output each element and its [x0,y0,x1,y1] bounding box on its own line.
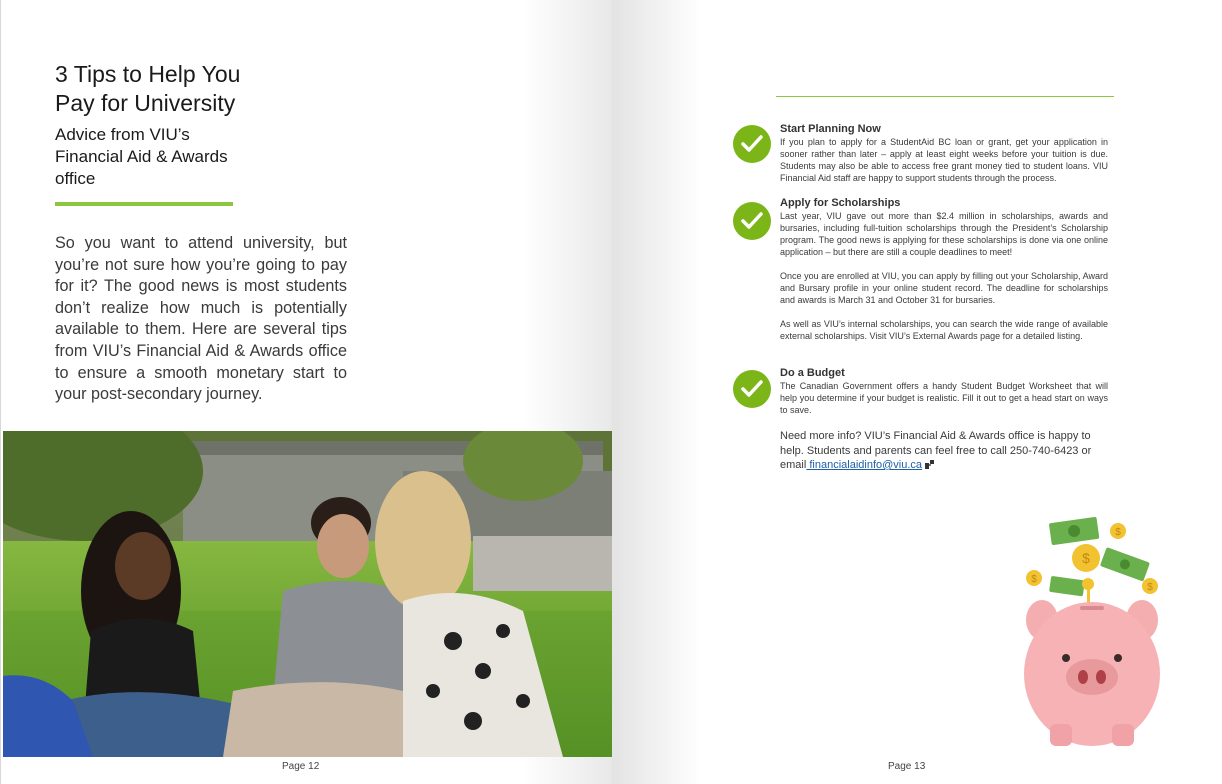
piggy-bank-illustration [1014,512,1170,752]
svg-text:$: $ [1115,527,1121,538]
svg-text:$: $ [1031,574,1037,585]
checkmark-icon [733,370,771,408]
tip-paragraph: If you plan to apply for a StudentAid BC loan or grant, get your application in sooner rather than later – apply at least eight weeks before your tuition is due. Students may also be able to access free grant money tied to student loans. VIU Financial Aid staff are happy to support students through the process. [780,137,1108,183]
tip-paragraph: Once you are enrolled at VIU, you can apply by filling out your Scholarship, Award and Bursary profile in your online student record. The deadline for scholarships and awards is March 31 and October 31 for bursaries. [780,271,1108,305]
tip-heading: Start Planning Now [780,123,881,135]
tip-paragraph: As well as VIU’s internal scholarships, you can search the wide range of available external scholarships. Visit VIU’s External Awards page for a detailed listing. [780,319,1108,341]
page-subtitle: Advice from VIU’s Financial Aid & Awards office [55,125,228,188]
page-number-right: Page 13 [888,761,926,772]
page-title [55,60,240,118]
students-photo-illustration [3,431,612,757]
tip-paragraph: The Canadian Government offers a handy Student Budget Worksheet that will help you determine if your budget is realistic. Fill it out to get a head start on ways to save. [780,381,1108,415]
external-link-icon[interactable] [925,459,934,468]
spine-shadow [612,0,702,784]
more-info-text [780,429,1110,473]
title-line-1: 3 Tips to Help You [55,61,241,87]
svg-text:$: $ [1147,582,1153,593]
more-info-body: Need more info? VIU’s Financial Aid & Awards office is happy to help. Students and parents can feel free to call 250-740-6423 or email [780,430,1092,471]
intro-paragraph: So you want to attend university, but you’re not sure how you’re going to pay for it? The good news is most students don’t realize how much is potentially available to them. Here are several tips from VIU’s Financial Aid & Awards office to ensure a smooth monetary start to your post-secondary journey. [55,234,347,404]
tip-paragraph: Last year, VIU gave out more than $2.4 million in scholarships, awards and bursaries, including full-tuition scholarships through the President’s Scholarship program. The good news is applying for these scholarships is done via one online application – but there are still a couple deadlines to meet! [780,211,1108,257]
checkmark-icon [733,125,771,163]
checkmark-icon [733,202,771,240]
title-line-2: Pay for University [55,90,236,116]
tip-heading: Do a Budget [780,367,845,379]
tip-heading: Apply for Scholarships [780,197,901,209]
students-photo [3,431,612,757]
svg-text:$: $ [1082,550,1090,566]
accent-divider [55,202,233,206]
email-link[interactable]: financialaidinfo@viu.ca [806,459,923,471]
accent-divider [776,96,1114,97]
page-number-left: Page 12 [282,761,320,772]
right-page [612,0,1222,784]
